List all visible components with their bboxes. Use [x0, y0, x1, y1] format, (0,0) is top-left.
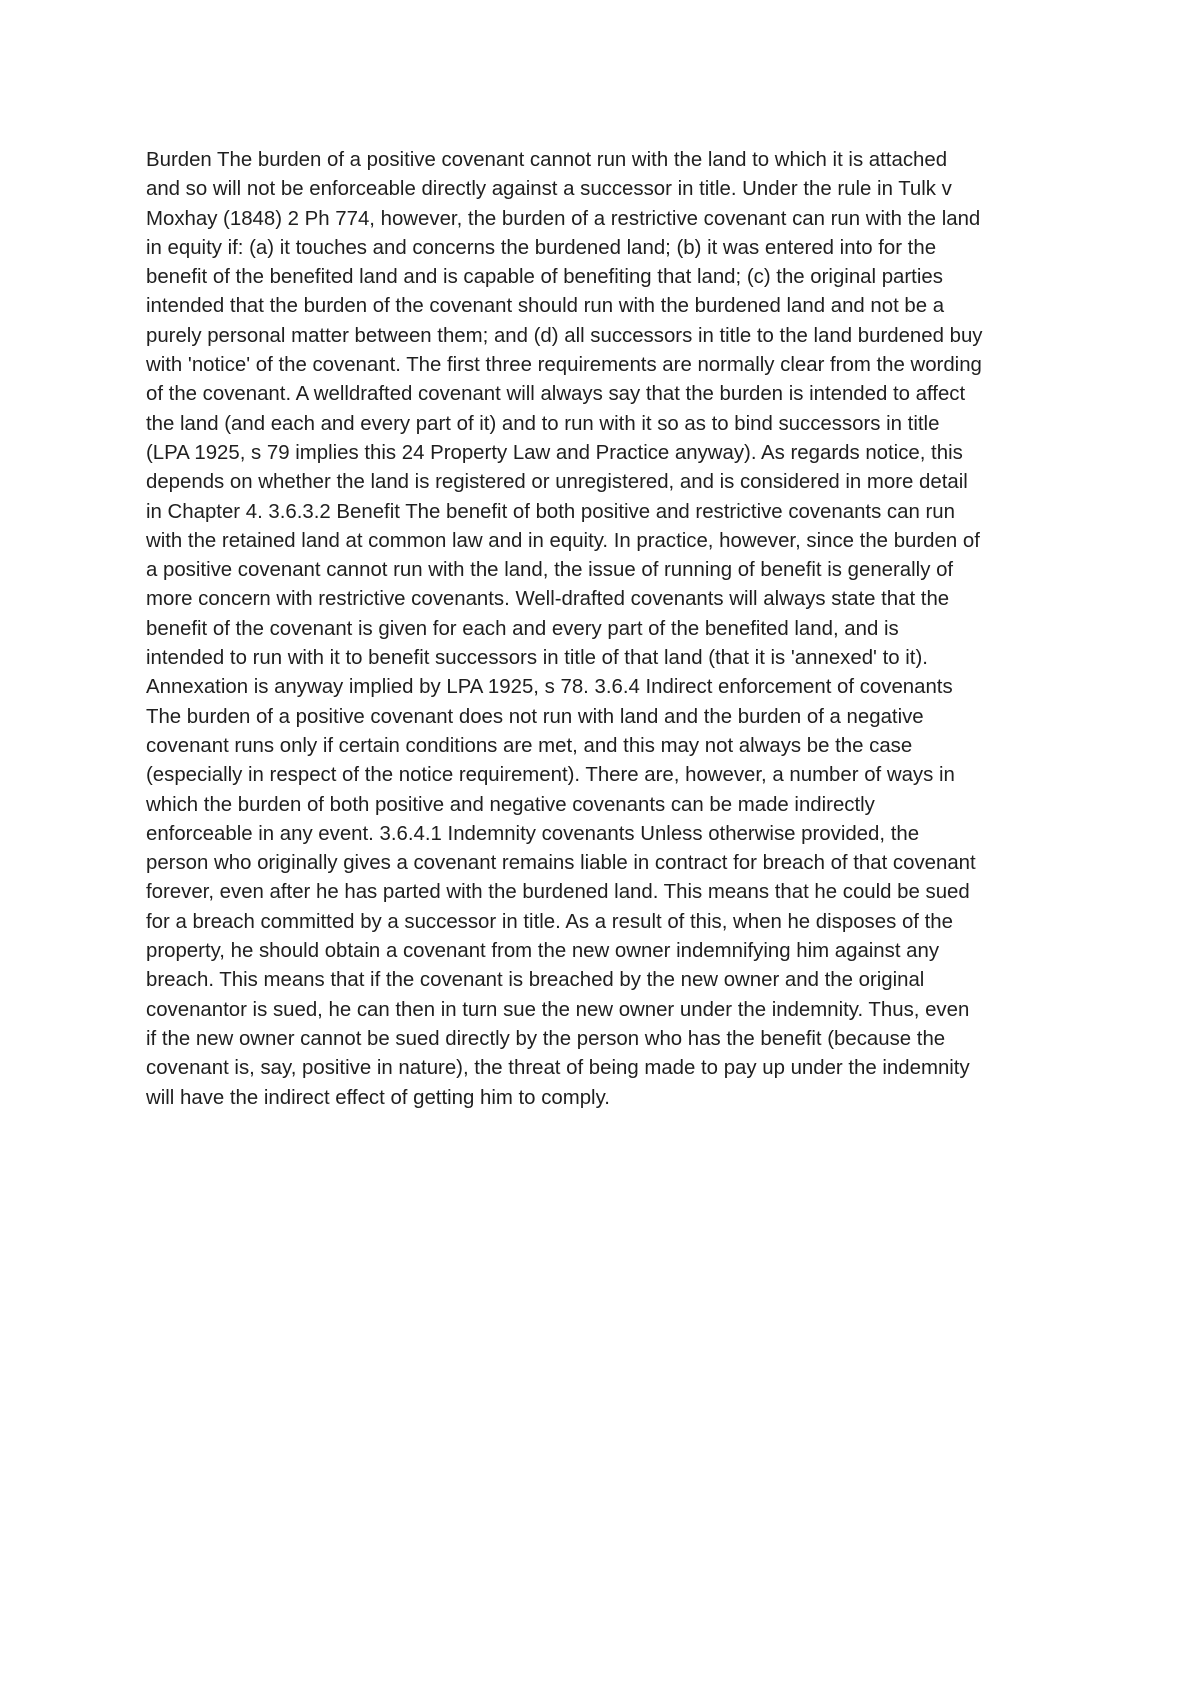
text-line: for a breach committed by a successor in title. As a result of this, when he disposes of the — [146, 910, 953, 933]
text-line: Annexation is anyway implied by LPA 1925, s 78. 3.6.4 Indirect enforcement of covenants — [146, 676, 953, 699]
text-line: depends on whether the land is registered or unregistered, and is considered in more detail — [146, 471, 968, 494]
text-line: person who originally gives a covenant remains liable in contract for breach of that covenant — [146, 852, 976, 875]
text-line: in Chapter 4. 3.6.3.2 Benefit The benefit of both positive and restrictive covenants can run — [146, 500, 955, 523]
text-line: enforceable in any event. 3.6.4.1 Indemnity covenants Unless otherwise provided, the — [146, 822, 920, 845]
text-line: a positive covenant cannot run with the land, the issue of running of benefit is generally of — [146, 559, 954, 582]
text-line: of the covenant. A welldrafted covenant will always say that the burden is intended to affect — [146, 383, 966, 406]
text-line: and so will not be enforceable directly against a successor in title. Under the rule in Tulk v — [146, 178, 952, 201]
text-line: more concern with restrictive covenants. Well-drafted covenants will always state that the — [146, 588, 950, 611]
text-line: The burden of a positive covenant does not run with land and the burden of a negative — [146, 705, 924, 728]
text-line: which the burden of both positive and negative covenants can be made indirectly — [146, 793, 875, 816]
text-line: with the retained land at common law and in equity. In practice, however, since the burden of — [146, 529, 980, 552]
body-paragraph — [146, 146, 1086, 1113]
text-line: with 'notice' of the covenant. The first three requirements are normally clear from the wording — [146, 354, 982, 377]
text-line: (especially in respect of the notice requirement). There are, however, a number of ways in — [146, 764, 955, 787]
text-line: Moxhay (1848) 2 Ph 774, however, the burden of a restrictive covenant can run with the land — [146, 207, 981, 230]
text-line: benefit of the covenant is given for each and every part of the benefited land, and is — [146, 617, 899, 640]
text-line: will have the indirect effect of getting him to comply. — [146, 1086, 610, 1109]
text-line: covenant is, say, positive in nature), the threat of being made to pay up under the indemnity — [146, 1057, 970, 1080]
text-line: purely personal matter between them; and (d) all successors in title to the land burdened buy — [146, 324, 983, 347]
text-line: property, he should obtain a covenant from the new owner indemnifying him against any — [146, 940, 940, 963]
text-line: (LPA 1925, s 79 implies this 24 Property Law and Practice anyway). As regards notice, this — [146, 441, 963, 464]
text-line: benefit of the benefited land and is capable of benefiting that land; (c) the original parties — [146, 266, 943, 289]
text-line: Burden The burden of a positive covenant cannot run with the land to which it is attached — [146, 149, 948, 171]
text-line: the land (and each and every part of it) and to run with it so as to bind successors in title — [146, 412, 940, 435]
text-line: forever, even after he has parted with the burdened land. This means that he could be sued — [146, 881, 970, 904]
text-line: intended to run with it to benefit successors in title of that land (that it is 'annexed' to it). — [146, 647, 928, 670]
text-line: in equity if: (a) it touches and concerns the burdened land; (b) it was entered into for the — [146, 236, 937, 259]
text-line: if the new owner cannot be sued directly by the person who has the benefit (because the — [146, 1027, 946, 1050]
text-line: covenant runs only if certain conditions are met, and this may not always be the case — [146, 734, 913, 757]
text-line: covenantor is sued, he can then in turn sue the new owner under the indemnity. Thus, even — [146, 998, 970, 1021]
text-line: intended that the burden of the covenant should run with the burdened land and not be a — [146, 295, 945, 318]
text-line: breach. This means that if the covenant is breached by the new owner and the original — [146, 969, 925, 992]
